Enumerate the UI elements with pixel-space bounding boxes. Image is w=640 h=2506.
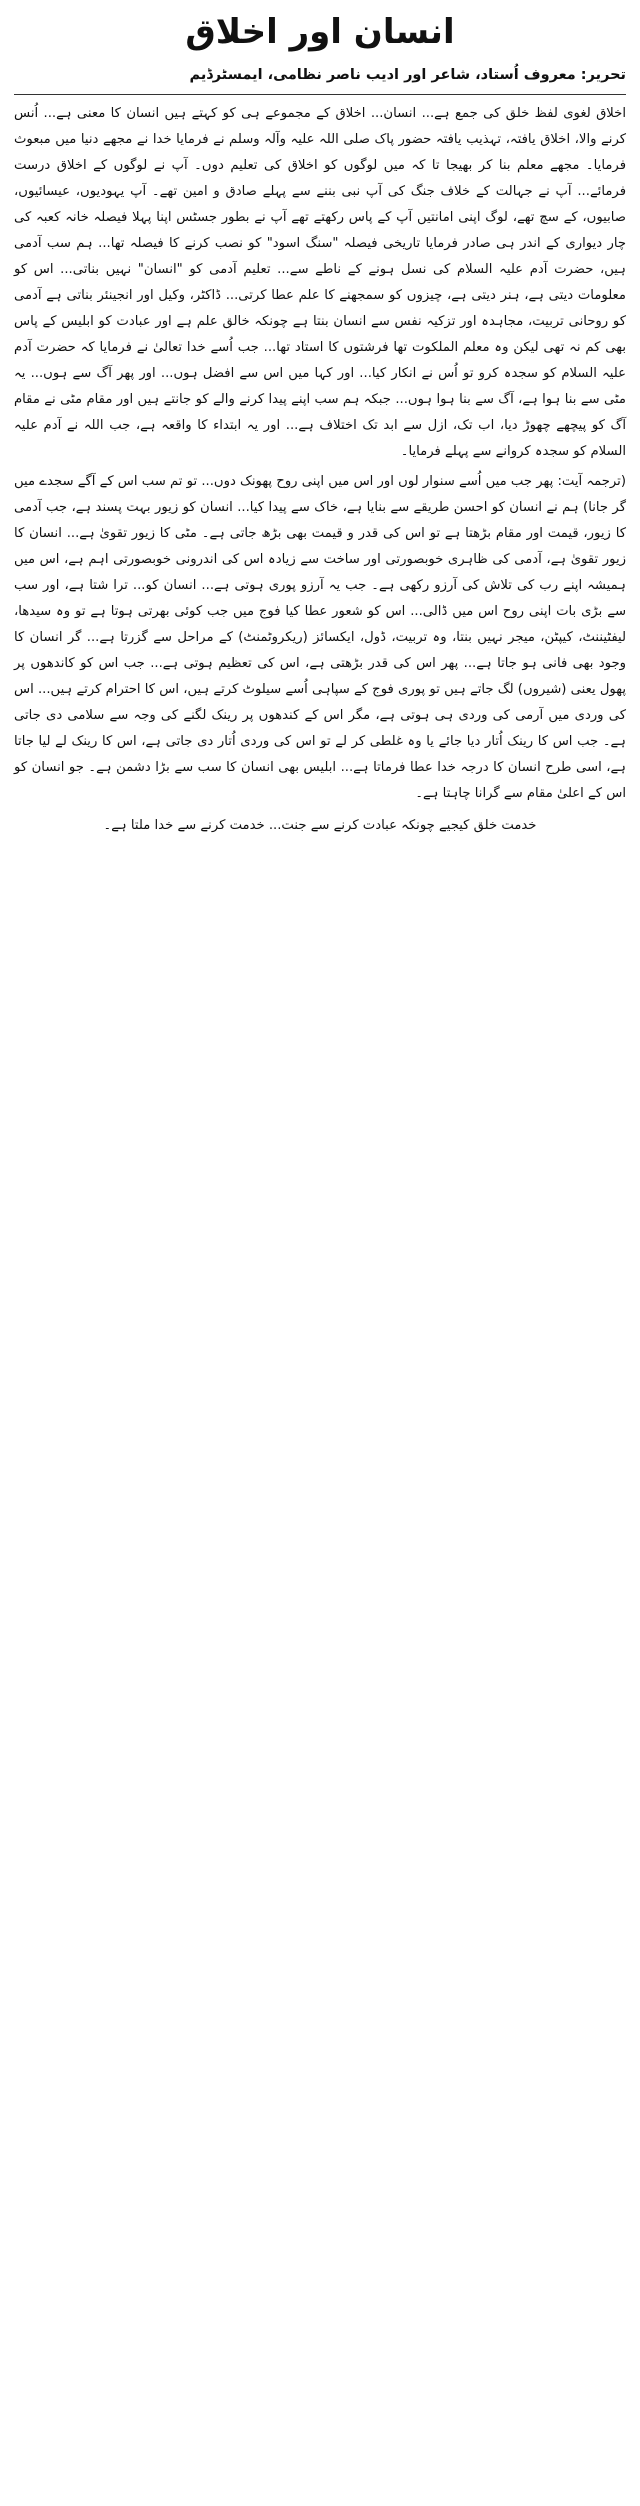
article-byline: تحریر: معروف اُستاد، شاعر اور ادیب ناصر نظامی، ایمسٹرڈیم [14, 62, 626, 95]
article-title: انسان اور اخلاق [185, 12, 455, 52]
article-paragraph: اخلاق لغوی لفظ خلق کی جمع ہے... انسان... اخلاق کے مجموعے ہی کو کہتے ہیں انسان کا معنی ہے... اُنس کرنے والا، اخلاق یافتہ، تہذیب یافتہ حضور پاک صلی اللہ علیہ وآلہ وسلم نے فرمایا خدا نے مجھے دنیا میں مبعوث فرمایا۔ مجھے معلم بنا کر بھیجا تا کہ میں لوگوں کو اخلاق کی تعلیم دوں۔ آپ نے لوگوں کے اخلاق درست فرمائے... آپ نے جہالت کے خلاف جنگ کی آپ نبی بننے سے پہلے صادق و امین تھے۔ آپ یہودیوں، عیسائیوں، صابیوں، کے سچ تھے، لوگ اپنی امانتیں آپ کے پاس رکھتے تھے آپ نے بطور جسٹس اپنا پہلا فیصلہ خانہ کعبہ کی چار دیواری کے اندر ہی صادر فرمایا تاریخی فیصلہ "سنگ اسود" کو نصب کرنے کا فیصلہ تھا... ہم سب آدمی ہیں، حضرت آدم علیہ السلام کی نسل ہونے کے ناطے سے... تعلیم آدمی کو "انسان" نہیں بناتی... اس کو معلومات دیتی ہے، ہنر دیتی ہے، چیزوں کو سمجھنے کا علم عطا کرتی... ڈاکٹر، وکیل اور انجینئر بناتی ہے آدمی کو روحانی تربیت، مجاہدہ اور تزکیہ نفس سے انسان بنتا ہے چونکہ خالق علم ہے اور عبادت کو ابلیس کے پاس بھی کم نہ تھی لیکن وہ معلم الملکوت تھا فرشتوں کا استاد تھا... جب اُسے خدا تعالیٰ نے فرمایا کہ حضرت آدم علیہ السلام کو سجدہ کرو تو اُس نے انکار کیا... اور کہا میں اس سے افضل ہوں... اور پھر آگ سے ہوں... یہ مٹی سے بنا ہوا ہے، آگ سے بنا ہوا ہوں... جبکہ ہم سب اپنے پیدا کرنے والے کو جانتے ہیں اور مقام مٹی نے مقام آگ کو پیچھے چھوڑ دیا، اب تک، ازل سے ابد تک اختلاف ہے... اور یہ ابتداء کا واقعہ ہے، جب اللہ نے آدم علیہ السلام کو سجدہ کروانے سے پہلے فرمایا۔ [14, 106, 626, 459]
article-paragraph: (ترجمہ آیت: پھر جب میں اُسے سنوار لوں اور اس میں اپنی روح پھونک دوں... تو تم سب اس کے آگے سجدے میں گر جانا) ہم نے انسان کو احسن طریقے سے بنایا ہے، خاک سے پیدا کیا... انسان کو زیور بہت پسند ہے، جب آدمی کا زیور، قیمت اور مقام بڑھتا ہے تو اس کی قدر و قیمت بھی بڑھ جاتی ہے۔ مٹی کا زیور تقویٰ ہے... انسان کا زیور تقویٰ ہے، آدمی کی ظاہری خوبصورتی اور ساخت سے زیادہ اس کی اندرونی خوبصورتی اہم ہے، اس میں ہمیشہ اپنے رب کی تلاش کی آرزو رکھی ہے۔ جب یہ آرزو پوری ہوتی ہے... انسان کو... ترا شتا ہے، اور سب سے بڑی بات اپنی روح اس میں ڈالی... اس کو شعور عطا کیا فوج میں جب کوئی بھرتی ہوتا ہے تو وہ سیدھا، لیفٹیننٹ، کیپٹن، میجر نہیں بنتا، وہ تربیت، ڈول، ایکسائز (ریکروٹمنٹ) کے مراحل سے گزرتا ہے... گر انسان کا وجود بھی فانی ہو جاتا ہے... پھر اس کی قدر بڑھتی ہے، اس کی تعظیم ہوتی ہے... جب اس کو کاندھوں پر پھول یعنی (شیروں) لگ جاتے ہیں تو پوری فوج کے سپاہی اُسے سیلوٹ کرتے ہیں، اس کا احترام کرتے ہیں... اس کی وردی میں آرمی کی وردی ہی ہوتی ہے، مگر اس کے کندھوں پر رینک لگنے کی وجہ سے سلامی دی جاتی ہے۔ جب اس کا رینک اُتار دیا جائے یا وہ غلطی کر لے تو اس کی وردی اُتار دی جاتی ہے، اس کا رینک لے لیا جاتا ہے، اسی طرح انسان کا درجہ خدا عطا فرماتا ہے... ابلیس بھی انسان کا سب سے بڑا دشمن ہے۔ جو انسان کو اس کے اعلیٰ مقام سے گرانا چاہتا ہے۔ [14, 474, 626, 801]
article-body [14, 101, 626, 807]
article-closing-line: خدمت خلق کیجیے چونکہ عبادت کرنے سے جنت... خدمت کرنے سے خدا ملتا ہے۔ [103, 818, 537, 833]
